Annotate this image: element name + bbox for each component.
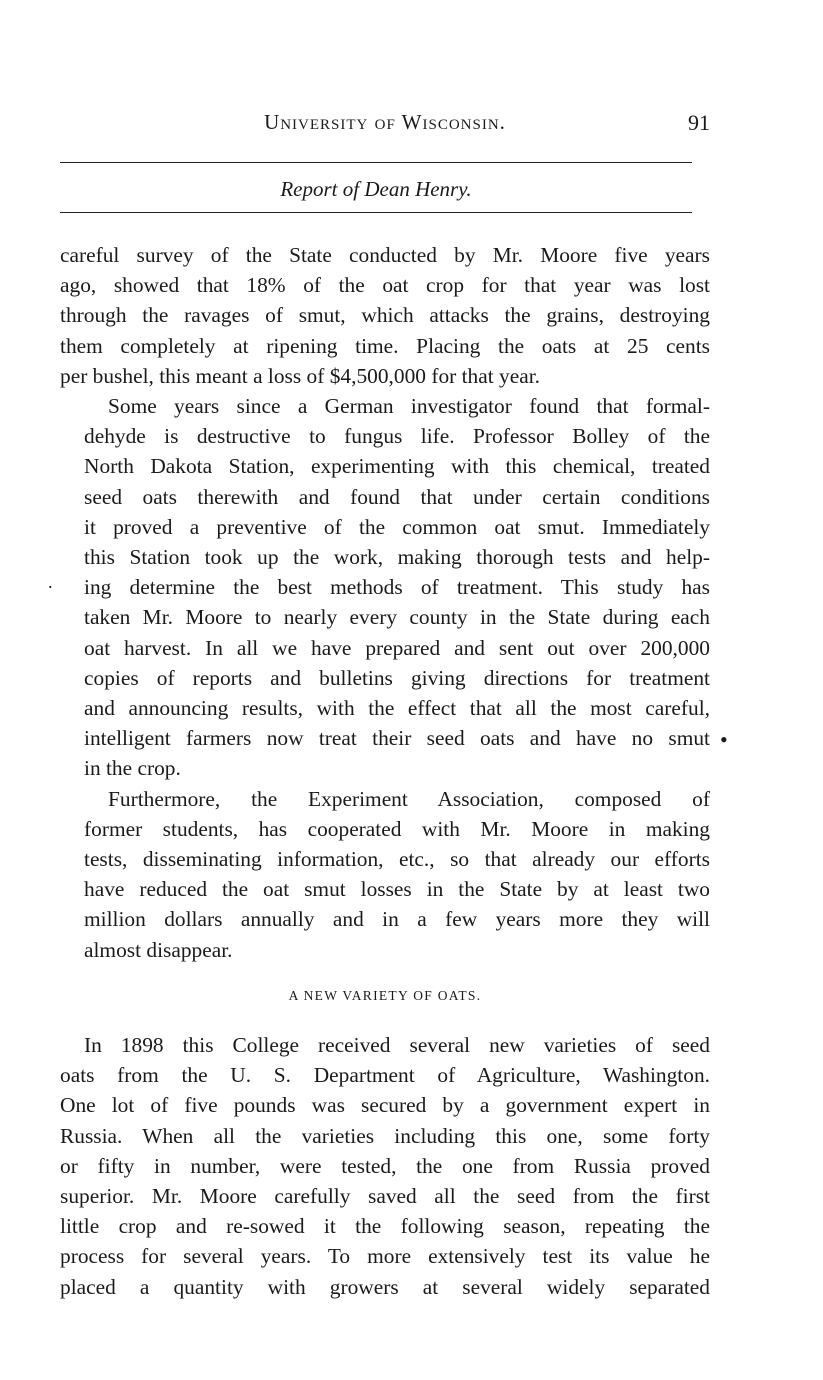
text-line: have reduced the oat smut losses in the State by at least two [84, 877, 710, 902]
header-rule-top [60, 162, 692, 163]
text-line: tests, disseminating information, etc., so that already our efforts [84, 847, 710, 872]
text-line: copies of reports and bulletins giving directions for treatment [84, 665, 710, 690]
text-line: or fifty in number, were tested, the one from Russia proved [60, 1153, 710, 1178]
text-line: in the crop. [84, 756, 181, 781]
text-line: Russia. When all the varieties including this one, some forty [60, 1123, 710, 1148]
text-line: Furthermore, the Experiment Association, composed of [108, 786, 710, 811]
text-line: ago, showed that 18% of the oat crop for that year was lost [60, 273, 710, 298]
text-line: oat harvest. In all we have prepared and sent out over 200,000 [84, 635, 710, 660]
text-line: North Dakota Station, experimenting with this chemical, treated [84, 454, 710, 479]
section-paragraph-1 [60, 1030, 710, 1302]
text-line: almost disappear. [84, 937, 233, 962]
body-text-section [60, 1030, 710, 1302]
text-line: taken Mr. Moore to nearly every county in the State during each [84, 605, 710, 630]
text-line: little crop and re-sowed it the following season, repeating the [60, 1214, 710, 1239]
margin-tick-mark: . [48, 572, 53, 592]
section-heading: A NEW VARIETY OF OATS. [288, 988, 482, 1003]
report-subtitle: Report of Dean Henry. [280, 177, 472, 201]
text-line: them completely at ripening time. Placing the oats at 25 cents [60, 333, 710, 358]
paragraph-3 [60, 784, 710, 965]
text-line: intelligent farmers now treat their seed oats and have no smut [84, 726, 710, 751]
running-title: University of Wisconsin. [264, 110, 506, 134]
text-line: million dollars annually and in a few years more they will [84, 907, 710, 932]
margin-dot-mark: • [720, 727, 728, 752]
text-line: this Station took up the work, making thorough tests and help- [84, 545, 710, 570]
text-line: it proved a preventive of the common oat smut. Immediately [84, 514, 710, 539]
text-line: oats from the U. S. Department of Agriculture, Washington. [60, 1063, 710, 1088]
text-line: placed a quantity with growers at several widely separated [60, 1274, 710, 1299]
paragraph-1 [60, 240, 710, 391]
text-line: Some years since a German investigator found that formal- [108, 394, 710, 419]
text-line: ing determine the best methods of treatment. This study has [84, 575, 710, 600]
text-line: through the ravages of smut, which attacks the grains, destroying [60, 303, 710, 328]
paragraph-2 [60, 391, 710, 784]
text-line: dehyde is destructive to fungus life. Professor Bolley of the [84, 424, 710, 449]
text-line: One lot of five pounds was secured by a government expert in [60, 1093, 710, 1118]
text-line: and announcing results, with the effect that all the most careful, [84, 696, 710, 721]
body-text-main [60, 240, 710, 965]
text-line: per bushel, this meant a loss of $4,500,000 for that year. [60, 363, 541, 388]
text-line: seed oats therewith and found that under certain conditions [84, 484, 710, 509]
text-line: In 1898 this College received several new varieties of seed [84, 1033, 710, 1057]
header-rule-bottom [60, 212, 692, 213]
page-number: 91 [688, 110, 710, 135]
text-line: former students, has cooperated with Mr. Moore in making [84, 816, 710, 841]
running-head [60, 110, 710, 140]
text-line: process for several years. To more extensively test its value he [60, 1244, 710, 1269]
text-line: careful survey of the State conducted by Mr. Moore five years [60, 243, 710, 267]
text-line: superior. Mr. Moore carefully saved all the seed from the first [60, 1184, 710, 1209]
